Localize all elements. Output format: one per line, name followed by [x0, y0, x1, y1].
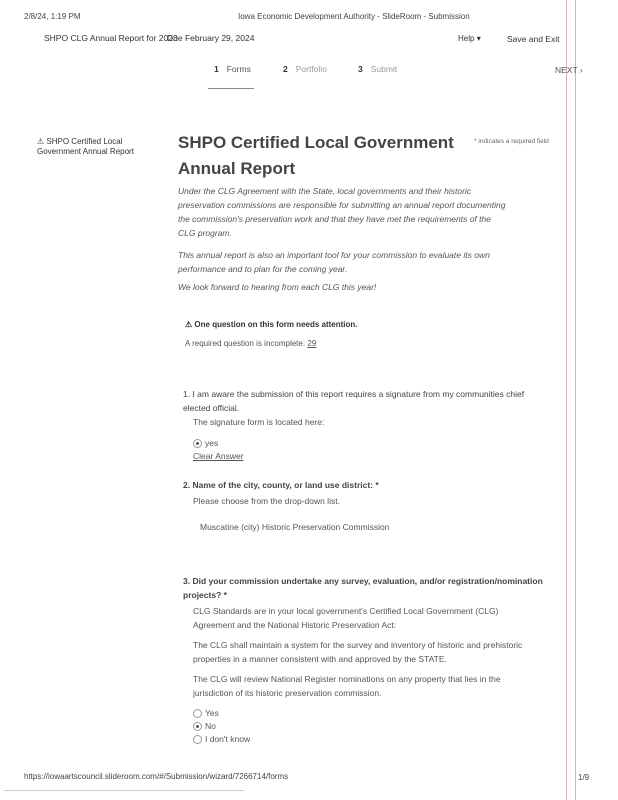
question-3-help: The CLG will review National Register nominations on any property that lies in the jurisdiction of its historic preservation commission. — [193, 674, 501, 698]
step-number: 2 — [283, 64, 288, 74]
district-select[interactable]: Muscatine (city) Historic Preservation Commission — [200, 522, 390, 532]
print-margin-line — [575, 0, 576, 800]
radio-yes[interactable] — [193, 706, 219, 720]
chevron-down-icon: ▾ — [476, 34, 481, 43]
radio-icon — [193, 709, 202, 718]
sidebar-item-label: SHPO Certified Local Government Annual Report — [37, 137, 134, 156]
question-2-label: 2. Name of the city, county, or land use district: * — [183, 480, 379, 490]
question-link[interactable]: 29 — [307, 339, 317, 348]
warning-icon: ⚠ — [185, 320, 193, 329]
help-label: Help — [458, 34, 475, 43]
alert-text — [185, 337, 316, 351]
warning-icon: ⚠ — [37, 137, 45, 146]
intro-paragraph: Under the CLG Agreement with the State, local governments and their historic preservation commissions are responsible for submitting an annual report documenting the commission's preservation work and that they have met the requirements of the CLG program. — [178, 186, 506, 238]
divider — [4, 790, 244, 791]
alert-title — [185, 320, 358, 329]
option-label: No — [205, 721, 216, 731]
step-number: 1 — [214, 64, 219, 74]
radio-dont-know[interactable] — [193, 732, 250, 746]
step-label: Portfolio — [295, 64, 327, 74]
alert-title-text: One question on this form needs attention. — [194, 320, 358, 329]
question-3-help: CLG Standards are in your local government's Certified Local Government (CLG) Agreement and the National Historic Preservation Act: — [193, 606, 499, 630]
print-margin-line — [566, 0, 567, 800]
radio-no[interactable] — [193, 719, 216, 733]
step-label: Submit — [370, 64, 398, 74]
sidebar-item-report[interactable] — [37, 137, 137, 157]
option-label: Yes — [205, 708, 219, 718]
alert-message: A required question is incomplete: — [185, 339, 306, 348]
page-title: SHPO Certified Local Government Annual Report — [178, 133, 454, 178]
step-label: Forms — [226, 64, 251, 74]
step-forms[interactable] — [214, 64, 251, 74]
save-exit-button[interactable]: Save and Exit — [507, 34, 560, 44]
radio-icon — [193, 722, 202, 731]
print-datetime: 2/8/24, 1:19 PM — [24, 12, 81, 21]
required-note: * indicates a required field — [474, 138, 549, 145]
print-url: https://iowaartscouncil.slideroom.com/#/Submission/wizard/7266714/forms — [24, 772, 289, 781]
next-label: NEXT — [555, 65, 578, 75]
radio-yes[interactable] — [193, 436, 218, 450]
question-1-label: 1. I am aware the submission of this report requires a signature from my communities chief elected official. — [183, 389, 525, 413]
print-page-title: Iowa Economic Development Authority - SlideRoom - Submission — [238, 12, 470, 21]
question-2-help: Please choose from the drop-down list. — [193, 496, 340, 506]
intro-paragraph: We look forward to hearing from each CLG this year! — [178, 282, 377, 292]
clear-answer-label: Clear Answer — [193, 451, 244, 461]
step-submit[interactable] — [358, 64, 397, 74]
step-progress-indicator — [208, 88, 254, 89]
clear-answer-link[interactable] — [193, 449, 244, 463]
print-page-number: 1/9 — [578, 773, 590, 782]
step-portfolio[interactable] — [283, 64, 327, 74]
chevron-right-icon: › — [579, 65, 583, 75]
question-1-help: The signature form is located here: — [193, 417, 325, 427]
help-menu[interactable] — [458, 34, 481, 43]
next-button[interactable] — [555, 65, 583, 75]
option-label: yes — [205, 438, 219, 448]
due-date: Due February 29, 2024 — [167, 33, 255, 43]
option-label: I don't know — [205, 734, 251, 744]
form-title: SHPO CLG Annual Report for 2023 — [44, 33, 178, 43]
question-3-label: 3. Did your commission undertake any survey, evaluation, and/or registration/nomination projects? * — [183, 576, 543, 600]
intro-paragraph: This annual report is also an important tool for your commission to evaluate its own performance and to plan for the coming year. — [178, 250, 490, 274]
radio-icon — [193, 735, 202, 744]
radio-icon — [193, 439, 202, 448]
question-3-help: The CLG shall maintain a system for the survey and inventory of historic and prehistoric properties in a manner consistent with and approved by the STATE. — [193, 640, 523, 664]
step-number: 3 — [358, 64, 363, 74]
